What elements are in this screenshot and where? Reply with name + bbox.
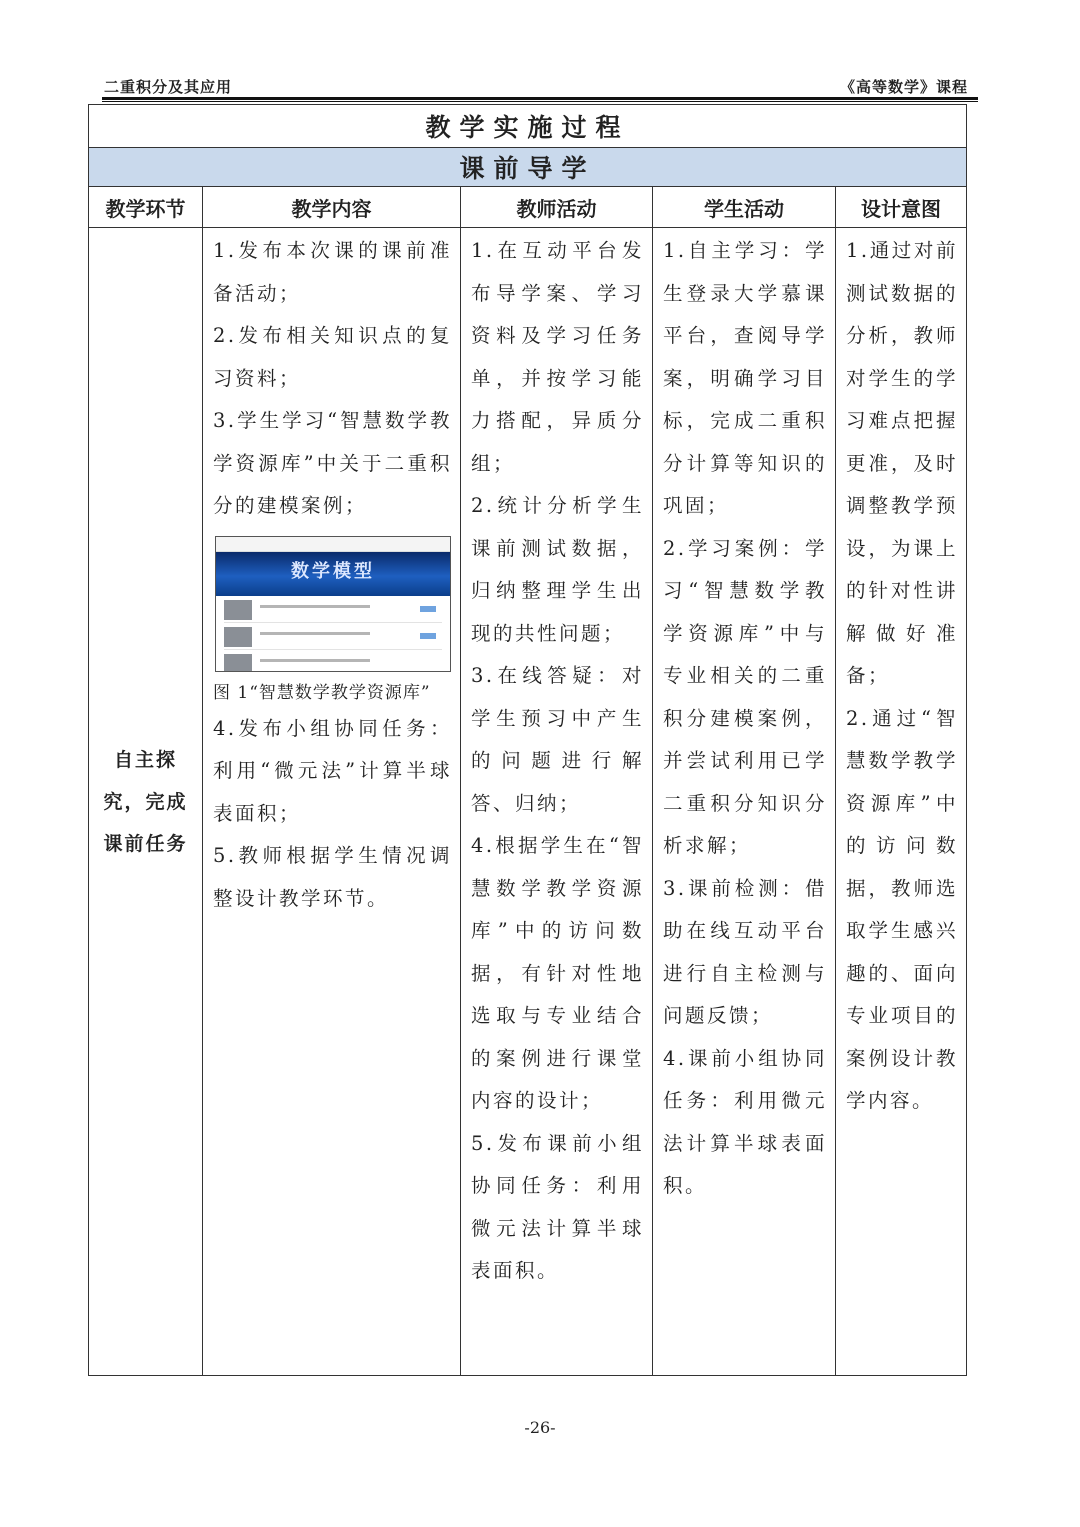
figure-text-line [260, 605, 370, 608]
figure-thumb [224, 600, 252, 620]
header-left: 二重积分及其应用 [104, 78, 233, 96]
student-item: 4.课前小组协同任务：利用微元法计算半球表面积。 [663, 1046, 827, 1197]
teacher-item: 1.在互动平台发布导学案、学习资料及学习任务单，并按学习能力搭配，异质分组； [471, 239, 644, 475]
header-right: 《高等数学》课程 [839, 78, 968, 96]
figure-list-item [224, 627, 442, 650]
stage-cell: 自主探究，完成课前任务 [89, 228, 203, 1376]
page-number: -26- [524, 1418, 556, 1437]
intent-cell [836, 228, 967, 1376]
content-item: 4.发布小组协同任务：利用“微元法”计算半球表面积； [213, 716, 452, 825]
figure-list-item [224, 654, 442, 672]
resource-library-screenshot [215, 536, 451, 672]
content-item: 5.教师根据学生情况调整设计教学环节。 [213, 844, 452, 910]
figure-button [420, 606, 436, 612]
figure-thumb [224, 654, 252, 672]
figure-thumb [224, 627, 252, 647]
student-cell [653, 228, 836, 1376]
teaching-process-table [88, 104, 967, 1376]
section-title: 课前导学 [89, 148, 967, 187]
student-item: 2.学习案例：学习“智慧数学教学资源库”中与专业相关的二重积分建模案例，并尝试利用已学二重积分知识分析求解； [663, 536, 827, 857]
table-title: 教学实施过程 [89, 105, 967, 148]
figure-button [420, 633, 436, 639]
col-header-intent: 设计意图 [836, 187, 967, 228]
figure-banner [216, 552, 450, 596]
teacher-item: 4.根据学生在“智慧数学教学资源库”中的访问数据，有针对性地选取与专业结合的案例进行课堂内容的设计； [471, 834, 644, 1112]
col-header-content: 教学内容 [203, 187, 461, 228]
figure-text-line [260, 632, 370, 635]
student-item: 3.课前检测：借助在线互动平台进行自主检测与问题反馈； [663, 876, 827, 1027]
intent-item: 2.通过“智慧数学教学资源库”中的访问数据，教师选取学生感兴趣的、面向专业项目的案例设计教学内容。 [846, 706, 959, 1112]
content-cell [203, 228, 461, 1376]
col-header-stage: 教学环节 [89, 187, 203, 228]
teacher-item: 5.发布课前小组协同任务：利用微元法计算半球表面积。 [471, 1131, 644, 1282]
figure-nav-bar [216, 537, 450, 552]
figure-list-item [224, 600, 442, 623]
teacher-cell [461, 228, 653, 1376]
col-header-teacher: 教师活动 [461, 187, 653, 228]
header-rule [102, 97, 978, 100]
figure-text-line [260, 659, 370, 662]
header-rule-thin [102, 101, 978, 102]
content-item: 3.学生学习“智慧数学教学资源库”中关于二重积分的建模案例； [213, 409, 452, 517]
content-item: 2.发布相关知识点的复习资料； [213, 324, 452, 390]
intent-item: 1.通过对前测试数据的分析，教师对学生的学习难点把握更准，及时调整教学预设，为课上的针对性讲解做好准备； [846, 239, 959, 687]
content-item: 1.发布本次课的课前准备活动； [213, 239, 452, 305]
teacher-item: 2.统计分析学生课前测试数据，归纳整理学生出现的共性问题； [471, 494, 644, 645]
figure-caption: 图 1“智慧数学教学资源库” [213, 682, 431, 703]
student-item: 1.自主学习：学生登录大学慕课平台，查阅导学案，明确学习目标，完成二重积分计算等知识的巩固； [663, 239, 827, 517]
teacher-item: 3.在线答疑：对学生预习中产生的问题进行解答、归纳； [471, 664, 644, 815]
figure-banner-text: 数学模型 [291, 560, 375, 582]
col-header-student: 学生活动 [653, 187, 836, 228]
